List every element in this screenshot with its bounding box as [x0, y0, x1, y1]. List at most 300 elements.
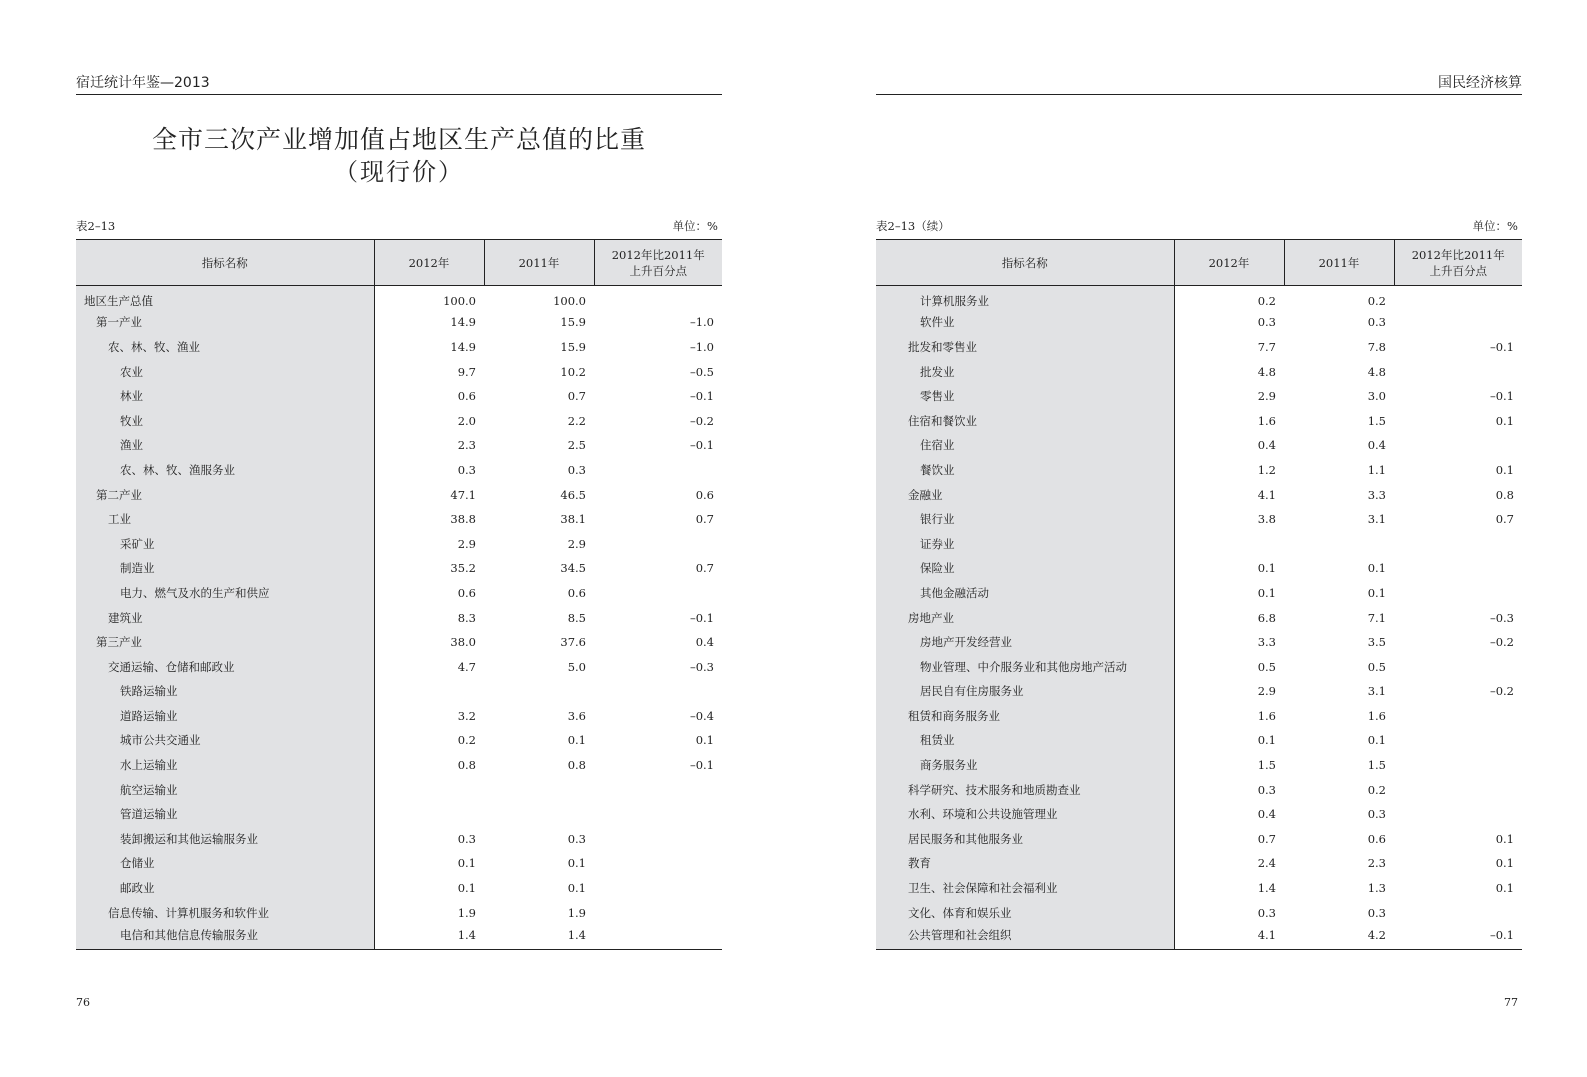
- value-2012: 0.4: [1257, 807, 1276, 822]
- value-2011: 46.5: [560, 487, 586, 502]
- row-label: 水利、环境和公共设施管理业: [876, 802, 1174, 827]
- value-2011: 4.2: [1284, 925, 1394, 950]
- value-2011: 0.2: [1367, 782, 1386, 797]
- row-label: 水上运输业: [76, 753, 374, 778]
- value-change: [594, 876, 722, 901]
- value-change: 0.4: [695, 635, 714, 650]
- value-change: 0.1: [1495, 462, 1514, 477]
- header-2011: 2011年: [484, 240, 594, 286]
- page-title: 全市三次产业增加值占地区生产总值的比重: [151, 125, 646, 154]
- value-change: [594, 925, 722, 950]
- value-change: [594, 581, 722, 606]
- value-2011: 2.3: [1367, 856, 1386, 871]
- value-2011: 0.3: [567, 831, 586, 846]
- value-2012: 8.3: [457, 610, 476, 625]
- value-2012: 0.8: [457, 758, 476, 773]
- data-table-left: [76, 239, 722, 950]
- table-body-right: [876, 286, 1522, 950]
- table-row: [876, 925, 1522, 950]
- row-label: 仓储业: [76, 851, 374, 876]
- header-change: [1394, 240, 1522, 286]
- value-change: [594, 802, 722, 827]
- value-change: [1394, 286, 1522, 311]
- value-2012: [374, 679, 484, 704]
- row-label: 电力、燃气及水的生产和供应: [76, 581, 374, 606]
- table-row: [876, 482, 1522, 507]
- value-change: –0.5: [689, 364, 714, 379]
- row-label: 城市公共交通业: [76, 728, 374, 753]
- value-2011: [484, 777, 594, 802]
- table-row: [76, 286, 722, 311]
- row-label: 建筑业: [76, 605, 374, 630]
- value-2011: 3.5: [1367, 635, 1386, 650]
- row-label: 计算机服务业: [876, 286, 1174, 311]
- value-change: –0.2: [689, 413, 714, 428]
- table-row: [876, 704, 1522, 729]
- value-2011: 0.1: [567, 733, 586, 748]
- value-2012: 100.0: [443, 294, 476, 309]
- value-2012: 1.5: [1257, 758, 1276, 773]
- table-row: [76, 630, 722, 655]
- value-2011: 1.1: [1367, 462, 1386, 477]
- value-2012: 0.3: [1257, 905, 1276, 920]
- value-2011: 0.5: [1367, 659, 1386, 674]
- value-change: [594, 679, 722, 704]
- value-change: [594, 531, 722, 556]
- table-row: [876, 900, 1522, 925]
- table-row: [876, 556, 1522, 581]
- value-2012: 2.3: [457, 438, 476, 453]
- row-label: 装卸搬运和其他运输服务业: [76, 827, 374, 852]
- value-2012: 2.9: [457, 536, 476, 551]
- table-row: [876, 679, 1522, 704]
- table-row: [876, 654, 1522, 679]
- value-change: –1.0: [689, 315, 714, 330]
- header-change: [594, 240, 722, 286]
- table-row: [76, 335, 722, 360]
- table-row: [76, 408, 722, 433]
- table-row: [76, 777, 722, 802]
- value-change: [594, 851, 722, 876]
- table-row: [76, 728, 722, 753]
- value-2012: 38.0: [450, 635, 476, 650]
- value-2011: 1.9: [567, 905, 586, 920]
- value-2011: 2.2: [567, 413, 586, 428]
- value-change: [594, 777, 722, 802]
- row-label: 软件业: [876, 310, 1174, 335]
- value-2011: 0.4: [1367, 438, 1386, 453]
- value-2011: 15.9: [560, 315, 586, 330]
- value-2012: 35.2: [450, 561, 476, 576]
- table-row: [76, 433, 722, 458]
- row-label: 第三产业: [76, 630, 374, 655]
- page-subtitle: （现行价）: [334, 158, 464, 186]
- running-head-right: 国民经济核算: [876, 74, 1522, 95]
- right-page: [876, 0, 1522, 1077]
- row-label: 农、林、牧、渔服务业: [76, 458, 374, 483]
- table-row: [76, 581, 722, 606]
- table-row: [76, 384, 722, 409]
- value-2012: 1.6: [1257, 708, 1276, 723]
- table-number-continued: 表2–13（续）: [876, 219, 950, 233]
- value-change: [1394, 900, 1522, 925]
- value-change: 0.1: [695, 733, 714, 748]
- value-2012: 14.9: [450, 315, 476, 330]
- table-row: [876, 827, 1522, 852]
- value-change: –0.1: [1489, 339, 1514, 354]
- table-row: [76, 605, 722, 630]
- value-2011: 0.1: [1367, 561, 1386, 576]
- value-2011: 0.1: [1367, 585, 1386, 600]
- value-change: [1394, 433, 1522, 458]
- header-indicator: 指标名称: [876, 240, 1174, 286]
- table-number: 表2–13: [76, 219, 116, 233]
- row-label: 批发和零售业: [876, 335, 1174, 360]
- row-label: 教育: [876, 851, 1174, 876]
- table-row: [76, 679, 722, 704]
- value-2012: 7.7: [1257, 339, 1276, 354]
- value-2011: 34.5: [560, 561, 586, 576]
- row-label: 工业: [76, 507, 374, 532]
- value-2012: 1.2: [1257, 462, 1276, 477]
- value-2012: [374, 802, 484, 827]
- value-change: –0.1: [689, 758, 714, 773]
- value-2011: 0.1: [567, 881, 586, 896]
- value-change: –0.1: [689, 389, 714, 404]
- value-2011: 1.3: [1367, 881, 1386, 896]
- value-2012: 0.6: [457, 585, 476, 600]
- value-change: –0.3: [689, 659, 714, 674]
- row-label: 物业管理、中介服务业和其他房地产活动: [876, 654, 1174, 679]
- table-row: [876, 802, 1522, 827]
- value-2012: 0.7: [1257, 831, 1276, 846]
- value-2011: 0.3: [567, 462, 586, 477]
- table-row: [876, 581, 1522, 606]
- value-2012: 9.7: [457, 364, 476, 379]
- row-label: 农、林、牧、渔业: [76, 335, 374, 360]
- value-change: 0.1: [1495, 881, 1514, 896]
- value-change: [1394, 654, 1522, 679]
- table-unit-right: 单位：%: [1472, 219, 1518, 233]
- header-indicator: 指标名称: [76, 240, 374, 286]
- row-label: 房地产开发经营业: [876, 630, 1174, 655]
- value-change: –0.1: [689, 610, 714, 625]
- row-label: 居民服务和其他服务业: [876, 827, 1174, 852]
- value-2011: 0.7: [567, 389, 586, 404]
- value-2011: 37.6: [560, 635, 586, 650]
- value-2012: 0.2: [457, 733, 476, 748]
- row-label: 其他金融活动: [876, 581, 1174, 606]
- value-2011: 3.0: [1367, 389, 1386, 404]
- row-label: 公共管理和社会组织: [876, 925, 1174, 950]
- value-2011: 0.1: [1367, 733, 1386, 748]
- row-label: 林业: [76, 384, 374, 409]
- value-2012: 38.8: [450, 512, 476, 527]
- value-change: [594, 458, 722, 483]
- value-change: 0.7: [695, 561, 714, 576]
- header-change-line2: 上升百分点: [1429, 263, 1487, 278]
- value-change: [1394, 777, 1522, 802]
- value-2012: 0.1: [1257, 561, 1276, 576]
- row-label: 第一产业: [76, 310, 374, 335]
- row-label: 交通运输、仓储和邮政业: [76, 654, 374, 679]
- value-2011: 5.0: [567, 659, 586, 674]
- value-2011: 4.8: [1367, 364, 1386, 379]
- row-label: 金融业: [876, 482, 1174, 507]
- table-row: [76, 876, 722, 901]
- value-2011: 0.1: [567, 856, 586, 871]
- table-row: [876, 408, 1522, 433]
- value-2011: 2.9: [567, 536, 586, 551]
- table-row: [876, 335, 1522, 360]
- value-2012: 2.4: [1257, 856, 1276, 871]
- value-2012: 4.1: [1257, 487, 1276, 502]
- row-label: 住宿业: [876, 433, 1174, 458]
- table-row: [76, 704, 722, 729]
- row-label: 租赁业: [876, 728, 1174, 753]
- value-2011: 0.3: [1367, 807, 1386, 822]
- row-label: 信息传输、计算机服务和软件业: [76, 900, 374, 925]
- value-2012: 4.8: [1257, 364, 1276, 379]
- value-2012: 4.7: [457, 659, 476, 674]
- value-2012: 2.0: [457, 413, 476, 428]
- value-change: [1394, 581, 1522, 606]
- value-2012: 4.1: [1174, 925, 1284, 950]
- value-2011: [1284, 531, 1394, 556]
- row-label: 管道运输业: [76, 802, 374, 827]
- value-change: –0.2: [1489, 684, 1514, 699]
- row-label: 农业: [76, 359, 374, 384]
- table-row: [76, 851, 722, 876]
- value-2011: 10.2: [560, 364, 586, 379]
- value-2012: 1.4: [1257, 881, 1276, 896]
- value-2011: [484, 679, 594, 704]
- table-row: [76, 827, 722, 852]
- table-row: [76, 753, 722, 778]
- table-row: [76, 556, 722, 581]
- page-number-left: 76: [76, 996, 90, 1009]
- table-header-row: [76, 240, 722, 286]
- table-row: [876, 605, 1522, 630]
- value-2012: 0.3: [1257, 782, 1276, 797]
- value-change: 0.7: [1495, 512, 1514, 527]
- value-change: –0.1: [689, 438, 714, 453]
- row-label: 航空运输业: [76, 777, 374, 802]
- value-change: 0.1: [1495, 831, 1514, 846]
- row-label: 商务服务业: [876, 753, 1174, 778]
- value-change: –0.4: [689, 708, 714, 723]
- value-change: [1394, 359, 1522, 384]
- table-row: [876, 433, 1522, 458]
- row-label: 牧业: [76, 408, 374, 433]
- value-change: –0.2: [1489, 635, 1514, 650]
- row-label: 批发业: [876, 359, 1174, 384]
- table-row: [876, 777, 1522, 802]
- value-2011: 0.3: [1367, 315, 1386, 330]
- value-2012: 0.1: [457, 881, 476, 896]
- value-2011: 2.5: [567, 438, 586, 453]
- value-2012: 47.1: [450, 487, 476, 502]
- value-change: [1394, 531, 1522, 556]
- row-label: 租赁和商务服务业: [876, 704, 1174, 729]
- value-2012: 0.1: [1257, 585, 1276, 600]
- value-change: –1.0: [689, 339, 714, 354]
- table-row: [876, 310, 1522, 335]
- value-2011: 0.2: [1367, 294, 1386, 309]
- table-row: [76, 925, 722, 950]
- row-label: 住宿和餐饮业: [876, 408, 1174, 433]
- value-change: 0.7: [695, 512, 714, 527]
- value-2011: 38.1: [560, 512, 586, 527]
- row-label: 证券业: [876, 531, 1174, 556]
- value-2012: 2.9: [1257, 684, 1276, 699]
- row-label: 文化、体育和娱乐业: [876, 900, 1174, 925]
- table-row: [876, 876, 1522, 901]
- value-2012: 1.6: [1257, 413, 1276, 428]
- table-row: [876, 384, 1522, 409]
- table-row: [76, 458, 722, 483]
- value-2012: 1.4: [374, 925, 484, 950]
- value-2012: 14.9: [450, 339, 476, 354]
- row-label: 第二产业: [76, 482, 374, 507]
- value-2011: 0.3: [1367, 905, 1386, 920]
- row-label: 渔业: [76, 433, 374, 458]
- header-2012: 2012年: [1174, 240, 1284, 286]
- row-label: 保险业: [876, 556, 1174, 581]
- value-2012: 0.3: [457, 831, 476, 846]
- row-label: 卫生、社会保障和社会福利业: [876, 876, 1174, 901]
- value-2011: 3.1: [1367, 512, 1386, 527]
- value-change: [594, 900, 722, 925]
- table-unit: 单位：%: [672, 219, 718, 233]
- data-table-right: [876, 239, 1522, 950]
- value-2012: 0.5: [1257, 659, 1276, 674]
- table-row: [876, 630, 1522, 655]
- table-row: [76, 802, 722, 827]
- value-change: –0.3: [1489, 610, 1514, 625]
- running-head-left: 宿迁统计年鉴—2013: [76, 74, 722, 95]
- value-2011: 3.1: [1367, 684, 1386, 699]
- value-2011: 0.6: [1367, 831, 1386, 846]
- value-2012: 0.1: [1257, 733, 1276, 748]
- row-label: 房地产业: [876, 605, 1174, 630]
- table-row: [876, 728, 1522, 753]
- value-2012: 2.9: [1257, 389, 1276, 404]
- value-change: 0.8: [1495, 487, 1514, 502]
- value-change: [594, 286, 722, 311]
- value-2012: 0.3: [1257, 315, 1276, 330]
- header-2012: 2012年: [374, 240, 484, 286]
- row-label: 电信和其他信息传输服务业: [76, 925, 374, 950]
- value-2012: 0.2: [1257, 294, 1276, 309]
- table-row: [76, 310, 722, 335]
- value-2011: 1.5: [1367, 758, 1386, 773]
- value-2012: 3.2: [457, 708, 476, 723]
- header-change-line1: 2012年比2011年: [611, 247, 705, 262]
- table-row: [76, 482, 722, 507]
- value-2011: 7.8: [1367, 339, 1386, 354]
- value-2011: [484, 802, 594, 827]
- value-2011: 0.6: [567, 585, 586, 600]
- row-label: 居民自有住房服务业: [876, 679, 1174, 704]
- table-row: [876, 286, 1522, 311]
- value-change: 0.1: [1495, 856, 1514, 871]
- table-row: [876, 531, 1522, 556]
- value-change: [1394, 802, 1522, 827]
- row-label: 餐饮业: [876, 458, 1174, 483]
- row-label: 零售业: [876, 384, 1174, 409]
- value-2012: 0.3: [457, 462, 476, 477]
- value-change: 0.1: [1495, 413, 1514, 428]
- page-number-right: 77: [1504, 996, 1518, 1009]
- value-2011: 15.9: [560, 339, 586, 354]
- row-label: 地区生产总值: [76, 286, 374, 311]
- row-label: 科学研究、技术服务和地质勘查业: [876, 777, 1174, 802]
- value-change: –0.1: [1394, 925, 1522, 950]
- value-2011: 8.5: [567, 610, 586, 625]
- value-change: [1394, 704, 1522, 729]
- value-2011: 1.4: [484, 925, 594, 950]
- value-2012: 0.4: [1257, 438, 1276, 453]
- table-row: [876, 753, 1522, 778]
- value-2012: 1.9: [457, 905, 476, 920]
- table-row: [876, 851, 1522, 876]
- header-change-line1: 2012年比2011年: [1411, 247, 1505, 262]
- value-change: [1394, 556, 1522, 581]
- row-label: 制造业: [76, 556, 374, 581]
- row-label: 铁路运输业: [76, 679, 374, 704]
- table-row: [76, 654, 722, 679]
- value-2011: 3.6: [567, 708, 586, 723]
- value-2011: 0.8: [567, 758, 586, 773]
- value-2011: 1.5: [1367, 413, 1386, 428]
- value-2012: 0.1: [457, 856, 476, 871]
- value-change: [1394, 753, 1522, 778]
- row-label: 邮政业: [76, 876, 374, 901]
- table-header-row: [876, 240, 1522, 286]
- value-change: 0.6: [695, 487, 714, 502]
- table-row: [876, 359, 1522, 384]
- table-row: [76, 900, 722, 925]
- value-2012: 0.6: [457, 389, 476, 404]
- value-change: [594, 827, 722, 852]
- value-change: –0.1: [1489, 389, 1514, 404]
- value-2011: 100.0: [553, 294, 586, 309]
- table-row: [876, 507, 1522, 532]
- value-2011: 1.6: [1367, 708, 1386, 723]
- value-2011: 3.3: [1367, 487, 1386, 502]
- value-change: [1394, 728, 1522, 753]
- value-2012: 3.3: [1257, 635, 1276, 650]
- left-page: [76, 0, 722, 1077]
- value-2012: [1174, 531, 1284, 556]
- value-change: [1394, 310, 1522, 335]
- value-2012: [374, 777, 484, 802]
- table-body-left: [76, 286, 722, 950]
- value-2012: 6.8: [1257, 610, 1276, 625]
- table-row: [76, 507, 722, 532]
- header-2011: 2011年: [1284, 240, 1394, 286]
- row-label: 银行业: [876, 507, 1174, 532]
- value-2011: 7.1: [1367, 610, 1386, 625]
- row-label: 采矿业: [76, 531, 374, 556]
- table-row: [876, 458, 1522, 483]
- table-row: [76, 359, 722, 384]
- value-2012: 3.8: [1257, 512, 1276, 527]
- row-label: 道路运输业: [76, 704, 374, 729]
- header-change-line2: 上升百分点: [629, 263, 687, 278]
- table-row: [76, 531, 722, 556]
